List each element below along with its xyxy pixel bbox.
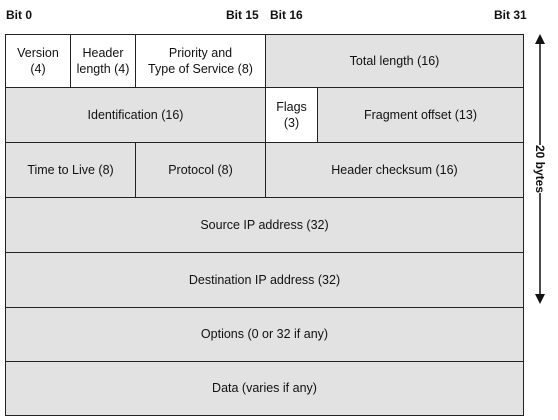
bit-15-label: Bit 15 xyxy=(226,8,259,22)
ttl-field xyxy=(5,142,136,198)
bit-31-label: Bit 31 xyxy=(494,8,527,22)
options-field-label: Options (0 or 32 if any) xyxy=(200,327,329,342)
identification-field xyxy=(5,87,266,143)
data-field-label: Data (varies if any) xyxy=(212,381,317,396)
protocol-field xyxy=(135,142,266,198)
version-field-label: Version (4) xyxy=(17,45,59,76)
priority-tos-field-label: Priority and Type of Service (8) xyxy=(148,45,253,76)
fragment-offset-field-label: Fragment offset (13) xyxy=(363,107,477,122)
bit-0-label: Bit 0 xyxy=(6,8,33,22)
priority-tos-field xyxy=(135,34,266,88)
size-label: 20 bytes xyxy=(533,144,547,194)
source-ip-field-label: Source IP address (32) xyxy=(200,217,329,232)
header-length-field xyxy=(70,34,136,88)
options-field xyxy=(5,307,524,362)
total-length-field xyxy=(265,34,524,88)
destination-ip-field-label: Destination IP address (32) xyxy=(188,272,341,287)
version-field xyxy=(5,34,71,88)
source-ip-field xyxy=(5,197,524,253)
fragment-offset-field xyxy=(317,87,524,143)
ttl-field-label: Time to Live (8) xyxy=(27,162,114,177)
header-checksum-field-label: Header checksum (16) xyxy=(331,162,458,177)
flags-field xyxy=(265,87,318,143)
bit-16-label: Bit 16 xyxy=(270,8,303,22)
destination-ip-field xyxy=(5,252,524,308)
protocol-field-label: Protocol (8) xyxy=(168,162,233,177)
identification-field-label: Identification (16) xyxy=(87,107,184,122)
data-field xyxy=(5,361,524,416)
total-length-field-label: Total length (16) xyxy=(349,53,440,68)
header-length-field-label: Header length (4) xyxy=(76,45,130,76)
header-checksum-field xyxy=(265,142,524,198)
flags-field-label: Flags (3) xyxy=(276,99,307,130)
